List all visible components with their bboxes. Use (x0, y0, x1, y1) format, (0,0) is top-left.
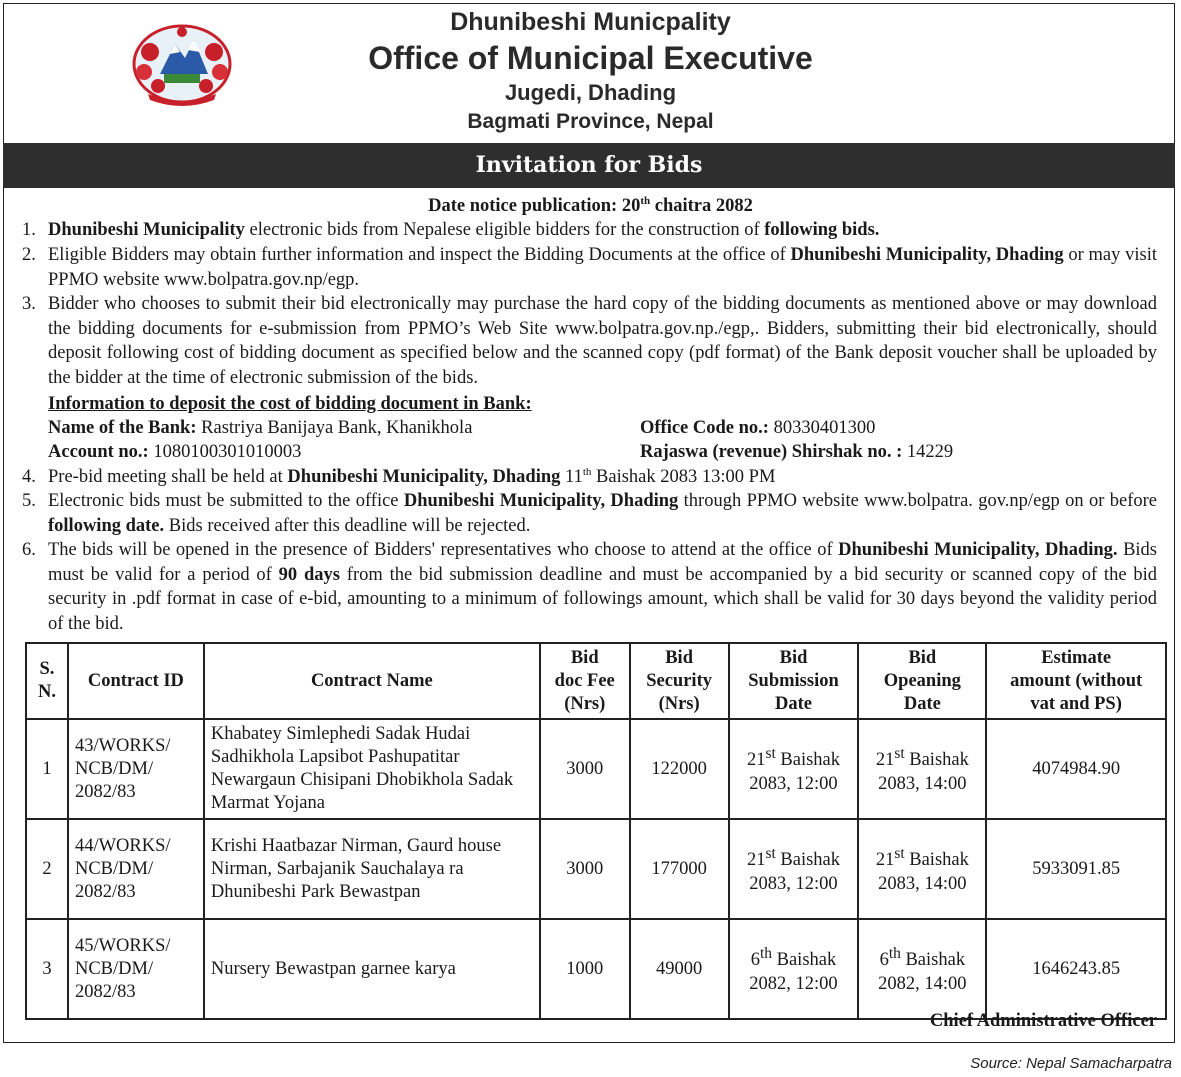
cell-contract-name: Khabatey Simlephedi Sadak Hudai Sadhikhola Lapsibot Pashupatitar Newargaun Chisipani Dhobikhola Sadak Marmat Yojana (204, 719, 540, 819)
header-sn: S. N. (26, 643, 68, 719)
cell-submission-date: 21st Baishak 2083, 12:00 (729, 719, 859, 819)
signature-title: Chief Administrative Officer (929, 1011, 1157, 1031)
cell-security: 49000 (630, 919, 729, 1019)
municipality-name: Dhunibeshi Municpality (450, 8, 731, 36)
cell-opening-date: 21st Baishak 2083, 14:00 (858, 819, 986, 919)
bids-table (25, 642, 1167, 1020)
cell-submission-date: 6th Baishak 2082, 12:00 (729, 919, 859, 1019)
office-code: Office Code no.: 80330401300 (640, 418, 876, 438)
list-item-1: 1. Dhunibeshi Municipality electronic bids from Nepalese eligible bidders for the construction of following bids. (22, 220, 880, 240)
cell-submission-date: 21st Baishak 2083, 12:00 (729, 819, 859, 919)
header-contract-name: Contract Name (204, 643, 540, 719)
office-province: Bagmati Province, Nepal (467, 110, 714, 133)
header-bid-security: Bid Security (Nrs) (630, 643, 729, 719)
cell-opening-date: 21st Baishak 2083, 14:00 (858, 719, 986, 819)
cell-contract-name: Nursery Bewastpan garnee karya (204, 919, 540, 1019)
header-opening-date: Bid Opeaning Date (858, 643, 986, 719)
header-submission-date: Bid Submission Date (729, 643, 859, 719)
bank-name: Name of the Bank: Rastriya Banijaya Bank, Khanikhola (48, 418, 473, 438)
cell-security: 122000 (630, 719, 729, 819)
cell-sn: 3 (26, 919, 68, 1019)
cell-contract-id: 44/WORKS/ NCB/DM/ 2082/83 (68, 819, 204, 919)
list-item-4: 4. Pre-bid meeting shall be held at Dhunibeshi Municipality, Dhading 11th Baishak 2083 13:00 PM (22, 465, 776, 487)
list-item-3: 3. Bidder who chooses to submit their bid electronically may purchase the hard copy of the bidding documents as mentioned above or may download the bidding documents for e-submission from PPMO’s Web Site www.bolpatra.gov.np./egp,. Bidders, submitting their bid electronically, should deposit following cost of bidding document as specified below and the scanned copy (pdf format) of the Bank deposit voucher shall be uploaded by the bidder at the time of electronic submission of the bids. (22, 294, 1157, 388)
cell-doc-fee: 3000 (540, 819, 630, 919)
list-item-6: 6. The bids will be opened in the presence of Bidders' representatives who choose to attend at the office of Dhunibeshi Municipality, Dhading. Bids must be valid for a period of 90 days from the bid submission deadline and must be accompanied by a bid security or scanned copy of the bid security in .pdf format in case of e-bid, amounting to a minimum of followings amount, which shall be valid for 30 days beyond the validity period of the bid. (22, 540, 1157, 634)
table-row (26, 719, 1166, 819)
publication-date: Date notice publication: 20th chaitra 2082 (428, 194, 753, 216)
cell-estimate: 5933091.85 (986, 819, 1166, 919)
revenue-code: Rajaswa (revenue) Shirshak no. : 14229 (640, 442, 954, 462)
list-item-2: 2. Eligible Bidders may obtain further information and inspect the Bidding Documents at the office of Dhunibeshi Municipality, Dhading or may visit PPMO website www.bolpatra.gov.np/egp. (22, 245, 1157, 290)
header-estimate-amount: Estimate amount (without vat and PS) (986, 643, 1166, 719)
office-title: Office of Municipal Executive (368, 40, 813, 76)
cell-doc-fee: 3000 (540, 719, 630, 819)
header-contract-id: Contract ID (68, 643, 204, 719)
cell-contract-id: 43/WORKS/ NCB/DM/ 2082/83 (68, 719, 204, 819)
office-location: Jugedi, Dhading (504, 80, 677, 105)
list-item-5: 5. Electronic bids must be submitted to the office Dhunibeshi Municipality, Dhading through PPMO website www.bolpatra. gov.np/egp on or before following date. Bids received after this deadline will be rejected. (22, 491, 1157, 536)
cell-estimate: 4074984.90 (986, 719, 1166, 819)
cell-opening-date: 6th Baishak 2082, 14:00 (858, 919, 986, 1019)
cell-contract-id: 45/WORKS/ NCB/DM/ 2082/83 (68, 919, 204, 1019)
cell-contract-name: Krishi Haatbazar Nirman, Gaurd house Nirman, Sarbajanik Sauchalaya ra Dhunibeshi Park Bewastpan (204, 819, 540, 919)
page-title-banner: Invitation for Bids (3, 143, 1175, 188)
bank-info-heading: Information to deposit the cost of bidding document in Bank: (48, 394, 532, 414)
table-row (26, 919, 1166, 1019)
header-bid-doc-fee: Bid doc Fee (Nrs) (540, 643, 630, 719)
cell-security: 177000 (630, 819, 729, 919)
cell-sn: 1 (26, 719, 68, 819)
source-credit: Source: Nepal Samacharpatra (970, 1055, 1172, 1072)
table-row (26, 819, 1166, 919)
table-header-row (26, 643, 1166, 719)
cell-sn: 2 (26, 819, 68, 919)
cell-estimate: 1646243.85 (986, 919, 1166, 1019)
bank-account: Account no.: 1080100301010003 (48, 442, 302, 462)
cell-doc-fee: 1000 (540, 919, 630, 1019)
